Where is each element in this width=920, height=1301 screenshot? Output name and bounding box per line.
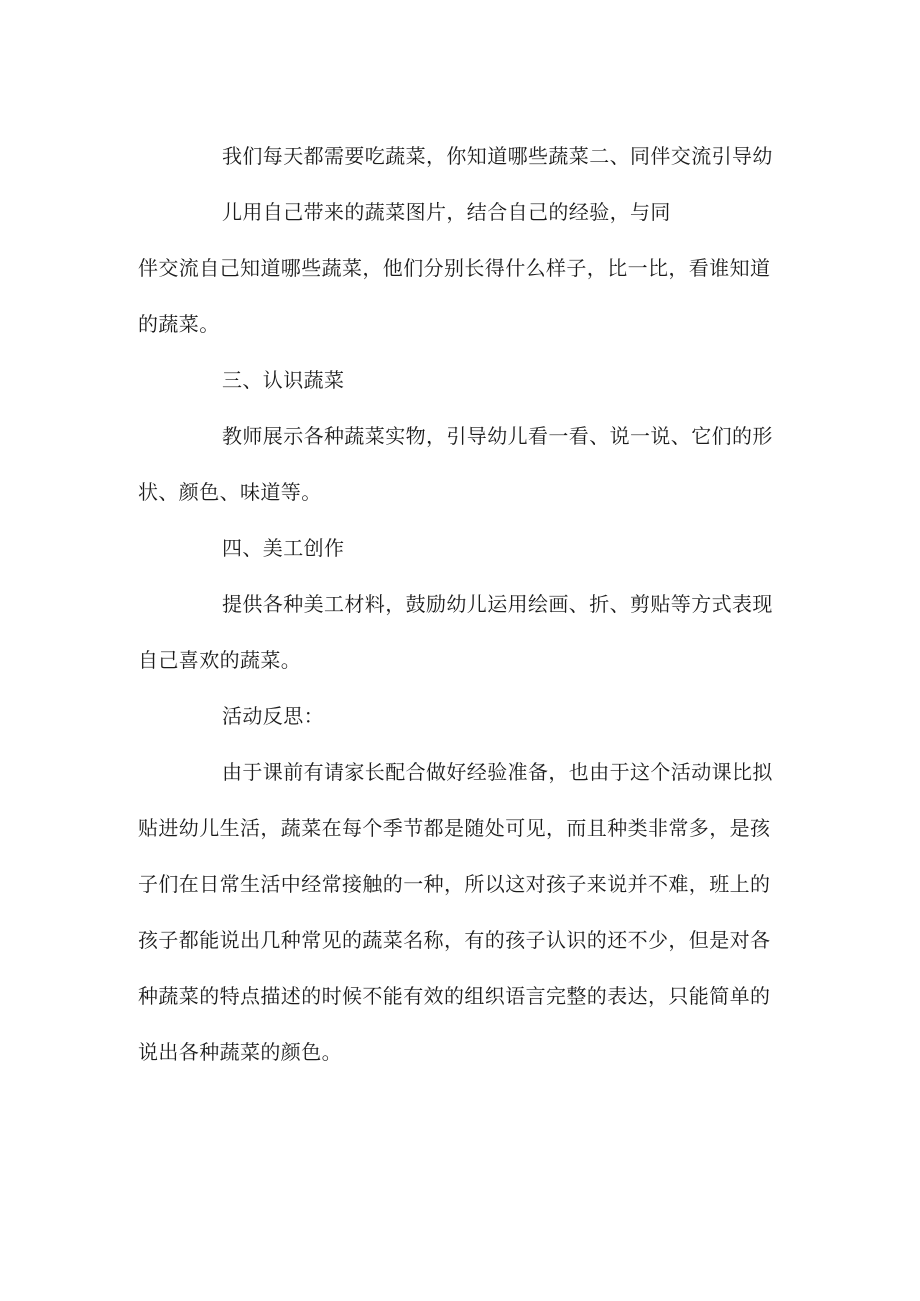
paragraph-line: 的蔬菜。 <box>138 312 220 336</box>
section-heading: 四、美工创作 <box>222 536 345 560</box>
paragraph-line: 孩子都能说出几种常见的蔬菜名称，有的孩子认识的还不少，但是对各 <box>138 928 771 952</box>
paragraph-line: 种蔬菜的特点描述的时候不能有效的组织语言完整的表达，只能简单的 <box>138 984 771 1008</box>
paragraph-line: 儿用自己带来的蔬菜图片，结合自己的经验，与同 <box>222 200 671 224</box>
paragraph-line: 自己喜欢的蔬菜。 <box>138 648 302 672</box>
paragraph-line: 伴交流自己知道哪些蔬菜，他们分别长得什么样子，比一比，看谁知道 <box>138 256 771 280</box>
section-heading: 三、认识蔬菜 <box>222 368 345 392</box>
paragraph-line: 子们在日常生活中经常接触的一种，所以这对孩子来说并不难，班上的 <box>138 872 771 896</box>
paragraph-line: 我们每天都需要吃蔬菜，你知道哪些蔬菜二、同伴交流引导幼 <box>222 144 773 168</box>
paragraph-line: 说出各种蔬菜的颜色。 <box>138 1040 342 1064</box>
paragraph-line: 状、颜色、味道等。 <box>138 480 322 504</box>
paragraph-line: 教师展示各种蔬菜实物，引导幼儿看一看、说一说、它们的形 <box>222 424 773 448</box>
paragraph-line: 贴进幼儿生活，蔬菜在每个季节都是随处可见，而且种类非常多，是孩 <box>138 816 771 840</box>
paragraph-line: 提供各种美工材料，鼓励幼儿运用绘画、折、剪贴等方式表现 <box>222 592 773 616</box>
section-heading: 活动反思： <box>222 704 324 728</box>
paragraph-line: 由于课前有请家长配合做好经验准备，也由于这个活动课比拟 <box>222 760 773 784</box>
